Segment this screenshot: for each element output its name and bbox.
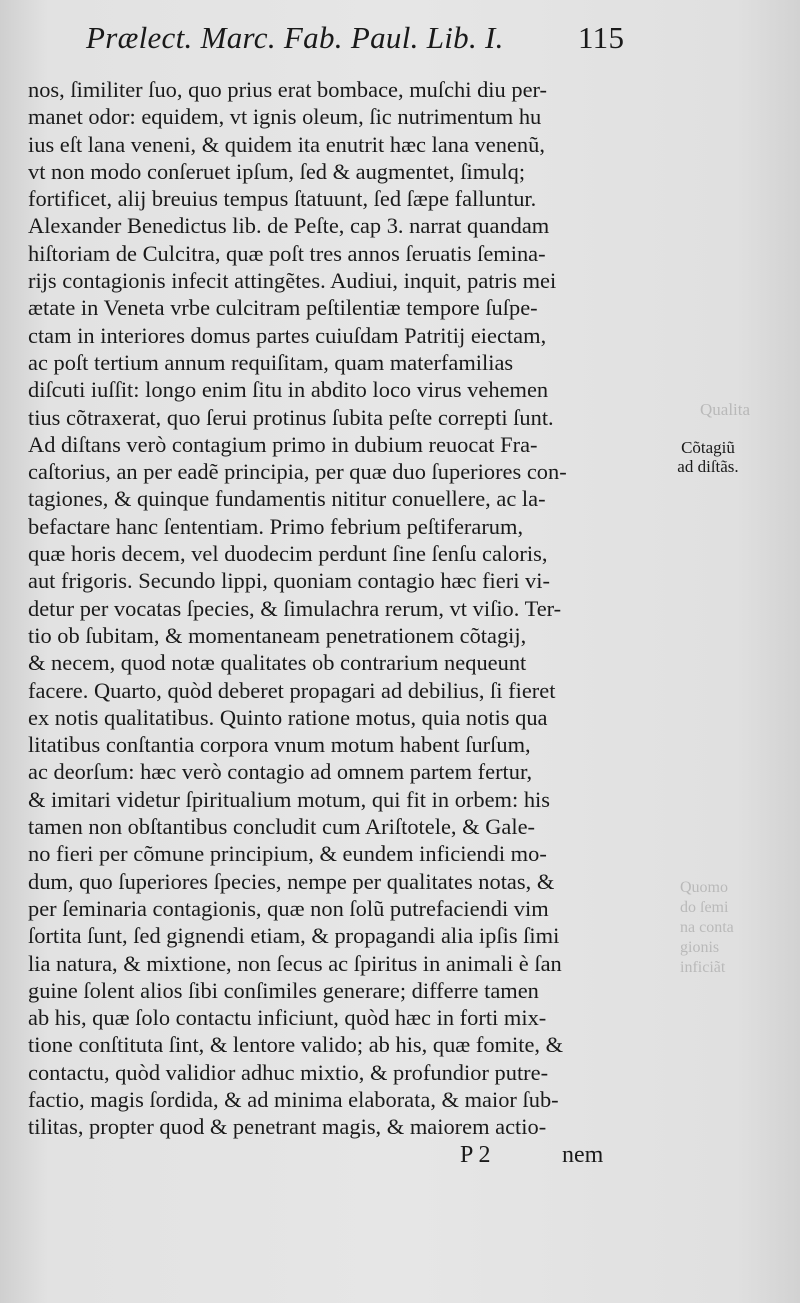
text-line: fortificet, alij breuius tempus ſtatuunt, ſed ſæpe falluntur.: [28, 186, 537, 212]
text-line: diſcuti iuſſit: longo enim ſitu in abdito loco virus vehemen: [28, 377, 549, 403]
text-line: facere. Quarto, quòd deberet propagari ad debilius, ſi fieret: [28, 677, 556, 703]
text-line: vt non modo conſeruet ipſum, ſed & augmentet, ſimulq;: [28, 158, 526, 184]
bleed-through-text-lower: [680, 878, 734, 978]
text-line: hiſtoriam de Culcitra, quæ poſt tres annos ſeruatis ſemina-: [28, 240, 546, 266]
page-number: 115: [578, 20, 625, 55]
marginal-note: [663, 438, 753, 476]
running-title: Prælect. Marc. Fab. Paul. Lib. I.: [86, 20, 504, 55]
text-line: & necem, quod notæ qualitates ob contrarium nequeunt: [28, 650, 527, 676]
bleed-through-line: gionis: [680, 939, 720, 956]
body-text: [28, 76, 648, 1141]
text-line: detur per vocatas ſpecies, & ſimulachra rerum, vt viſio. Ter-: [28, 595, 562, 621]
text-line: quæ horis decem, vel duodecim perdunt ſine ſenſu caloris,: [28, 541, 548, 567]
text-line: contactu, quòd validior adhuc mixtio, & profundior putre-: [28, 1059, 549, 1085]
bleed-through-text: Qualita: [700, 400, 751, 419]
bleed-through-line: do ſemi: [680, 899, 729, 916]
text-line: tio ob ſubitam, & momentaneam penetrationem cõtagij,: [28, 622, 527, 648]
text-line: tilitas, propter quod & penetrant magis, & maiorem actio-: [28, 1114, 547, 1140]
text-line: ſortita ſunt, ſed gignendi etiam, & propagandi alia ipſis ſimi: [28, 923, 560, 949]
text-line: ius eſt lana veneni, & quidem ita enutrit hæc lana venenũ,: [28, 131, 545, 157]
text-line: ac poſt tertium annum requiſitam, quam materfamilias: [28, 349, 514, 375]
text-line: ab his, quæ ſolo contactu inficiunt, quòd hæc in forti mix-: [28, 1005, 547, 1031]
bleed-through-line: na conta: [680, 919, 734, 936]
text-line: factio, magis ſordida, & ad minima elaborata, & maior ſub-: [28, 1086, 559, 1112]
bleed-through-line: Quomo: [680, 879, 728, 896]
text-line: nos, ſimiliter ſuo, quo prius erat bombace, muſchi diu per-: [28, 77, 548, 102]
text-line: & imitari videtur ſpiritualium motum, qui fit in orbem: his: [28, 786, 551, 812]
text-line: manet odor: equidem, vt ignis oleum, ſic nutrimentum hu: [28, 104, 542, 130]
text-line: Alexander Benedictus lib. de Peſte, cap 3. narrat quandam: [28, 213, 550, 239]
text-line: befactare hanc ſententiam. Primo febrium peſtiferarum,: [28, 513, 524, 539]
running-head: [86, 20, 646, 70]
text-line: Ad diſtans verò contagium primo in dubium reuocat Fra-: [28, 431, 538, 457]
text-line: dum, quo ſuperiores ſpecies, nempe per qualitates notas, &: [28, 868, 555, 894]
marginal-note-line: ad diſtãs.: [677, 457, 739, 476]
text-line: guine ſolent alios ſibi conſimiles generare; differre tamen: [28, 977, 539, 1003]
text-line: aut frigoris. Secundo lippi, quoniam contagio hæc fieri vi-: [28, 568, 550, 594]
text-line: no fieri per cõmune principium, & eundem inficiendi mo-: [28, 841, 547, 867]
catchword: nem: [562, 1142, 604, 1168]
text-line: tione conſtituta ſint, & lentore valido; ab his, quæ fomite, &: [28, 1032, 564, 1058]
text-line: ætate in Veneta vrbe culcitram peſtilentiæ tempore ſuſpe-: [28, 295, 538, 321]
text-line: tamen non obſtantibus concludit cum Ariſtotele, & Gale-: [28, 814, 535, 840]
text-line: caſtorius, an per eadẽ principia, per quæ duo ſuperiores con-: [28, 459, 567, 485]
text-line: ctam in interiores domus partes cuiuſdam Patritij eiectam,: [28, 322, 547, 348]
signature-mark: P 2: [460, 1142, 491, 1168]
marginal-note-line: Cõtagiũ: [681, 438, 735, 457]
bleed-through-line: inficiãt: [680, 959, 726, 976]
text-line: ac deorſum: hæc verò contagio ad omnem partem fertur,: [28, 759, 533, 785]
text-line: litatibus conſtantia corpora vnum motum habent ſurſum,: [28, 732, 531, 758]
text-line: rijs contagionis infecit attingẽtes. Audiui, inquit, patris mei: [28, 268, 557, 294]
text-line: ex notis qualitatibus. Quinto ratione motus, quia notis qua: [28, 704, 548, 730]
text-line: per ſeminaria contagionis, quæ non ſolũ putrefaciendi vim: [28, 895, 549, 921]
text-line: tagiones, & quinque fundamentis nititur conuellere, ac la-: [28, 486, 546, 512]
text-line: tius cõtraxerat, quo ſerui protinus ſubita peſte correpti ſunt.: [28, 404, 554, 430]
text-line: lia natura, & mixtione, non ſecus ac ſpiritus in animali è ſan: [28, 950, 562, 976]
